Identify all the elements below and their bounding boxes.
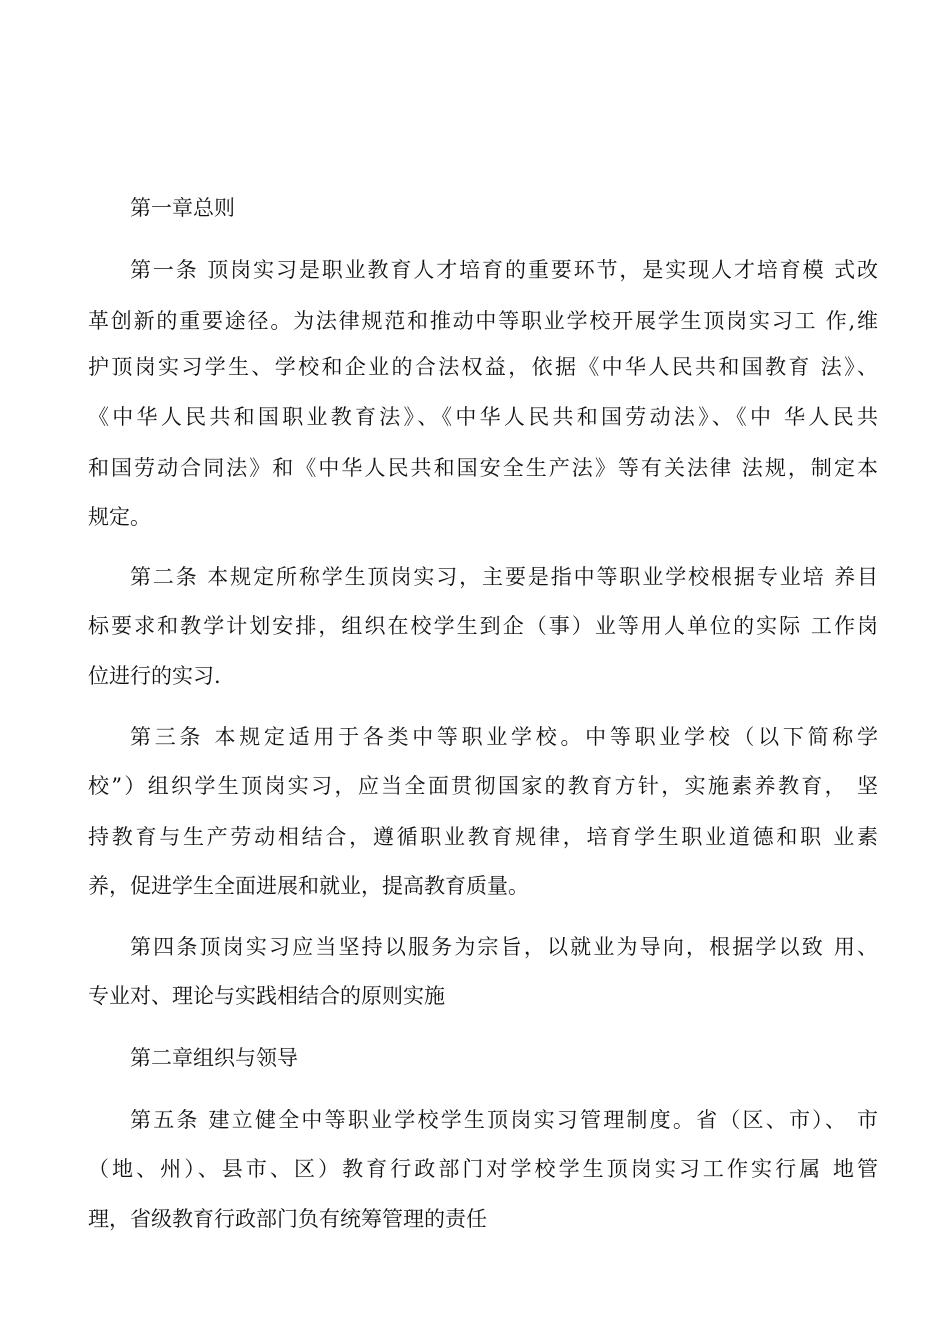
- article-4-line-2: 专业对、理论与实践相结合的原则实施: [88, 984, 445, 1008]
- chapter-2-heading: 第二章组织与领导: [130, 1046, 298, 1070]
- article-1-line-6: 规定。: [88, 505, 151, 529]
- article-1-line-3: 护顶岗实习学生、学校和企业的合法权益，依据《中华人民共和国教育 法》、: [88, 355, 878, 379]
- article-3-line-1: 第三条 本规定适用于各类中等职业学校。中等职业学校（以下简称学: [130, 725, 878, 749]
- article-3-line-3: 持教育与生产劳动相结合，遵循职业教育规律，培育学生职业道德和职 业素: [88, 825, 878, 849]
- article-1-line-5: 和国劳动合同法》和《中华人民共和国安全生产法》等有关法律 法规，制定本: [88, 456, 878, 480]
- article-3-line-4: 养，促进学生全面进展和就业，提高教育质量。: [88, 874, 529, 898]
- chapter-1-heading: 第一章总则: [130, 196, 235, 220]
- article-2-line-3: 位进行的实习.: [88, 664, 221, 688]
- article-5-line-3: 理，省级教育行政部门负有统筹管理的责任: [88, 1207, 487, 1231]
- article-4-line-1: 第四条顶岗实习应当坚持以服务为宗旨，以就业为导向，根据学以致 用、: [130, 935, 878, 959]
- article-1-line-2: 革创新的重要途径。为法律规范和推动中等职业学校开展学生顶岗实习工 作,维: [88, 309, 878, 333]
- article-1-line-4: 《中华人民共和国职业教育法》、《中华人民共和国劳动法》、《中 华人民共: [88, 405, 878, 429]
- article-5-line-2: （地、州）、县市、区）教育行政部门对学校学生顶岗实习工作实行属 地管: [88, 1157, 878, 1181]
- article-1-line-1: 第一条 顶岗实习是职业教育人才培育的重要环节，是实现人才培育模 式改: [130, 258, 878, 282]
- article-3-line-2: 校”）组织学生顶岗实习，应当全面贯彻国家的教育方针，实施素养教育， 坚: [88, 774, 878, 798]
- article-2-line-1: 第二条 本规定所称学生顶岗实习，主要是指中等职业学校根据专业培 养目: [130, 565, 878, 589]
- article-5-line-1: 第五条 建立健全中等职业学校学生顶岗实习管理制度。省（区、市）、 市: [130, 1108, 878, 1132]
- article-2-line-2: 标要求和教学计划安排，组织在校学生到企（事）业等用人单位的实际 工作岗: [88, 614, 878, 638]
